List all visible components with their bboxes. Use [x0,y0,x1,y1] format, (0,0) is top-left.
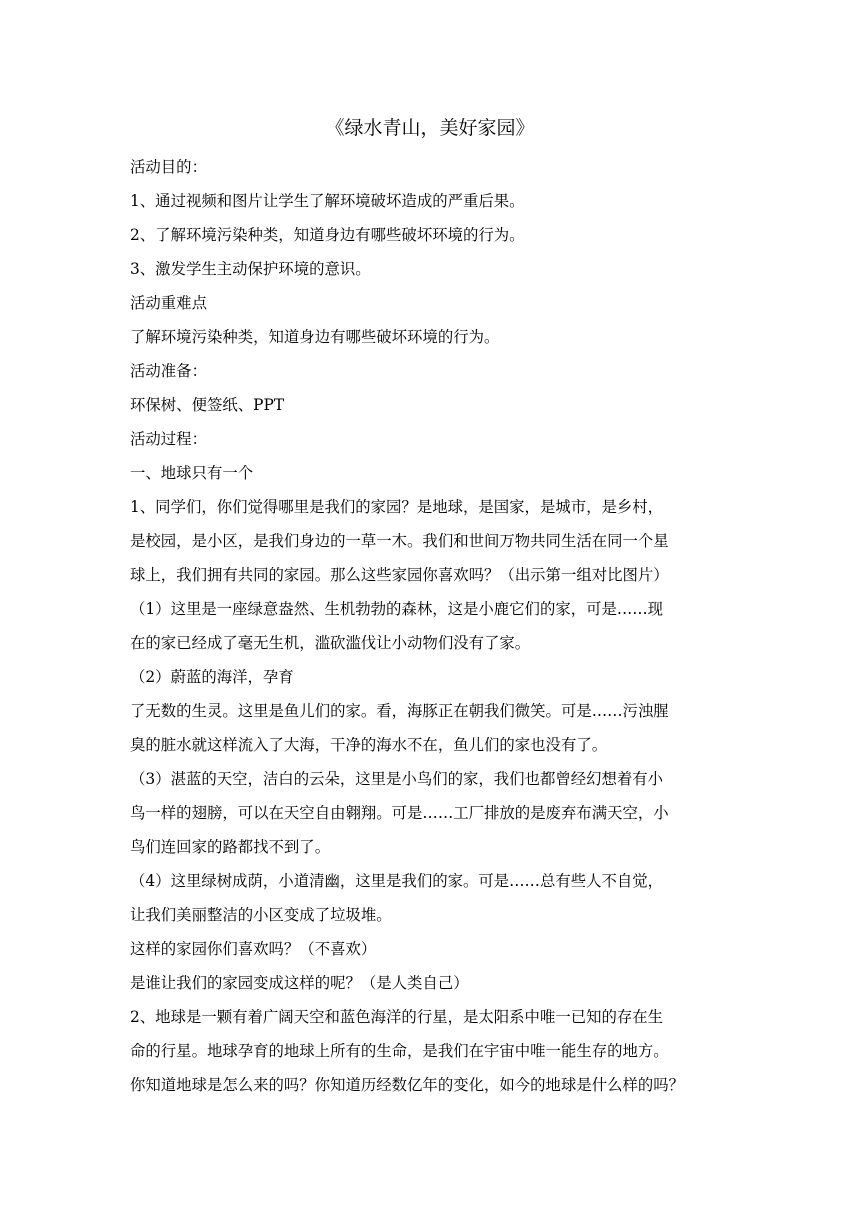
text-line: 环保树、便签纸、PPT [130,396,285,414]
text-line: 活动过程： [130,430,207,448]
text-line: 鸟们连回家的路都找不到了。 [130,838,331,856]
text-line: 这样的家园你们喜欢吗？（不喜欢） [130,940,377,958]
text-line: 让我们美丽整洁的小区变成了垃圾堆。 [130,906,392,924]
text-line: 活动准备： [130,362,207,380]
text-line: 臭的脏水就这样流入了大海，干净的海水不在，鱼儿们的家也没有了。 [130,736,608,754]
document-title: 《绿水青山，美好家园》 [325,117,535,139]
text-line: 是校园，是小区，是我们身边的一草一木。我们和世间万物共同生活在同一个星 [130,532,669,550]
document-body [130,150,742,1102]
text-line: （2）蔚蓝的海洋，孕育 [130,668,294,686]
text-line: 了无数的生灵。这里是鱼儿们的家。看，海豚正在朝我们微笑。可是……污浊腥 [130,702,669,720]
text-line: 3、激发学生主动保护环境的意识。 [130,260,371,278]
text-line: （4）这里绿树成荫，小道清幽，这里是我们的家。可是……总有些人不自觉， [130,872,664,890]
text-line: 是谁让我们的家园变成这样的呢？（是人类自己） [130,974,469,992]
text-line: 2、地球是一颗有着广阔天空和蓝色海洋的行星，是太阳系中唯一已知的存在生 [130,1008,664,1026]
text-line: （1）这里是一座绿意盎然、生机勃勃的森林，这是小鹿它们的家，可是……现 [130,600,664,618]
text-line: 在的家已经成了毫无生机，滥砍滥伐让小动物们没有了家。 [130,634,531,652]
text-line: 你知道地球是怎么来的吗？你知道历经数亿年的变化，如今的地球是什么样的吗？ [130,1076,685,1094]
text-line: 球上，我们拥有共同的家园。那么这些家园你喜欢吗？（出示第一组对比图片） [130,566,669,584]
text-line: 1、同学们，你们觉得哪里是我们的家园？是地球，是国家，是城市，是乡村， [130,498,664,516]
text-line: 2、了解环境污染种类，知道身边有哪些破坏环境的行为。 [130,226,525,244]
text-line: 了解环境污染种类，知道身边有哪些破坏环境的行为。 [130,328,500,346]
text-line: 活动重难点 [130,294,207,312]
text-line: 命的行星。地球孕育的地球上所有的生命，是我们在宇宙中唯一能生存的地方。 [130,1042,669,1060]
text-line: 活动目的： [130,158,207,176]
text-line: （3）湛蓝的天空，洁白的云朵，这里是小鸟们的家，我们也都曾经幻想着有小 [130,770,664,788]
text-line: 鸟一样的翅膀，可以在天空自由翱翔。可是……工厂排放的是废弃布满天空，小 [130,804,669,822]
text-line: 一、地球只有一个 [130,464,254,482]
text-line: 1、通过视频和图片让学生了解环境破坏造成的严重后果。 [130,192,525,210]
